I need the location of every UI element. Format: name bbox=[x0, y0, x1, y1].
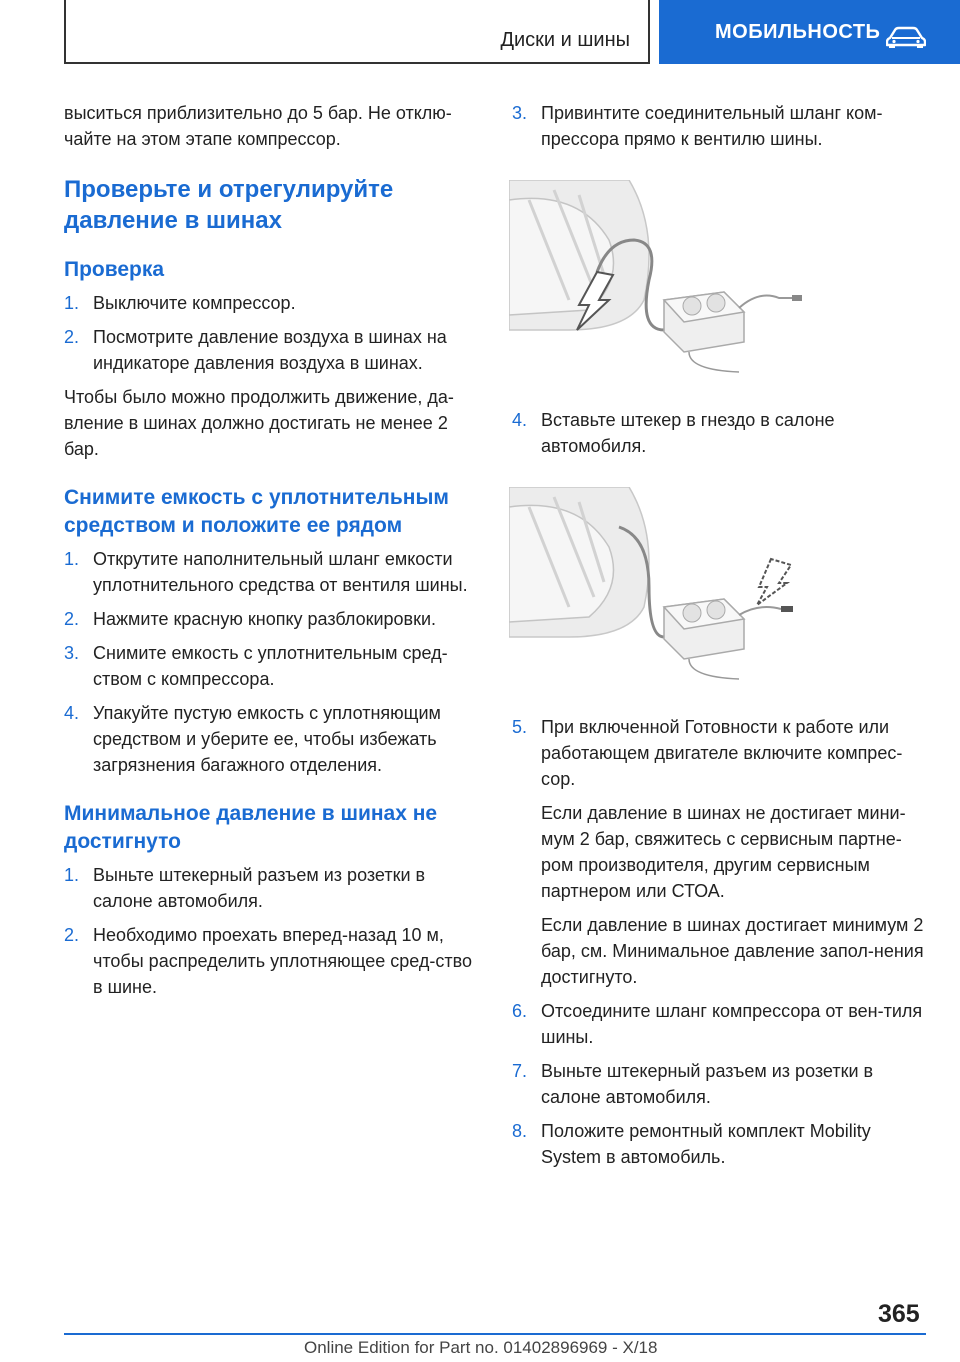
list-item: 1. Выньте штекерный разъем из розетки в салоне автомобиля. bbox=[64, 865, 426, 911]
heading-check: Проверка bbox=[64, 258, 165, 281]
illustration-hose-to-valve bbox=[509, 180, 803, 378]
check-steps bbox=[64, 290, 478, 376]
section-title: Диски и шины bbox=[500, 29, 630, 51]
list-item: 2. Посмотрите давление воздуха в шинах на индикаторе давления воздуха в шинах. bbox=[64, 327, 447, 373]
list-item: 3. Снимите емкость с уплотнительным сред‐ством с компрессора. bbox=[64, 643, 448, 689]
list-item: 7. Выньте штекерный разъем из розетки в салоне автомобиля. bbox=[512, 1061, 874, 1107]
right-column bbox=[512, 100, 932, 1178]
list-item: 3. Привинтите соединительный шланг ком‐прессора прямо к вентилю шины. bbox=[512, 103, 883, 149]
steps-part-4 bbox=[512, 407, 932, 459]
list-item: 2. Необходимо проехать вперед-назад 10 м, чтобы распределить уплотняющее сред‐ство в шине. bbox=[64, 925, 473, 997]
intro-text: выситься приблизительно до 5 бар. Не отклю‐чайте на этом этапе компрессор. bbox=[64, 103, 452, 149]
left-column bbox=[64, 100, 478, 1008]
list-item: 8. Положите ремонтный комплект Mobility System в автомобиль. bbox=[512, 1121, 871, 1167]
footer-divider bbox=[64, 1333, 926, 1335]
header-section-box bbox=[64, 0, 650, 64]
chapter-tab-label: МОБИЛЬНОСТЬ bbox=[715, 20, 881, 43]
steps-part-3 bbox=[512, 100, 932, 152]
list-item: 1. Открутите наполнительный шланг емкости уплотнительного средства от вентиля шины. bbox=[64, 549, 468, 595]
step5-note-reached: Если давление в шинах достигает минимум 2 бар, см. Минимальное давление запол‐нения достигнуто. bbox=[541, 915, 924, 987]
chapter-tab[interactable] bbox=[659, 0, 960, 64]
page-number: 365 bbox=[878, 1300, 920, 1328]
heading-remove-container: Снимите емкость с уплотнительным средством и положите ее рядом bbox=[64, 486, 449, 537]
step5-note-low: Если давление в шинах не достигает мини‐мум 2 бар, свяжитесь с сервисным партне‐ром производителя, другим сервисным партнером или СТОА. bbox=[541, 803, 906, 901]
remove-steps bbox=[64, 546, 478, 778]
heading-check-adjust: Проверьте и отрегулируйте давление в шинах bbox=[64, 176, 394, 234]
list-item: 1. Выключите компрессор. bbox=[64, 293, 296, 313]
steps-part-5-8 bbox=[512, 714, 932, 1170]
list-item: 6. Отсоедините шланг компрессора от вен‐тиля шины. bbox=[512, 1001, 923, 1047]
min-steps bbox=[64, 862, 478, 1000]
car-icon bbox=[886, 26, 926, 48]
list-item: 2. Нажмите красную кнопку разблокировки. bbox=[64, 609, 437, 629]
illustration-plug-to-socket bbox=[509, 487, 803, 685]
list-item: 4. Вставьте штекер в гнездо в салоне автомобиля. bbox=[512, 410, 835, 456]
list-item: 4. Упакуйте пустую емкость с уплотняющим средством и уберите ее, чтобы избежать загрязнения багажного отделения. bbox=[64, 703, 441, 775]
list-item: 5. При включенной Готовности к работе или работающем двигателе включите компрес‐сор. Если давление в шинах не достигает мини‐мум 2 бар, свяжитесь с сервисным партне‐ром производителя, другим сервисным партнером или СТОА. Если давление в шинах достигает минимум 2 бар, см. Минимальное давление запол‐нения достигнуто. bbox=[512, 714, 932, 990]
heading-min-pressure: Минимальное давление в шинах не достигнуто bbox=[64, 802, 438, 853]
footer-edition: Online Edition for Part no. 01402896969 - X/18 bbox=[304, 1338, 658, 1357]
check-note: Чтобы было можно продолжить движение, да‐вление в шинах должно достигать не менее 2 бар. bbox=[64, 387, 454, 459]
